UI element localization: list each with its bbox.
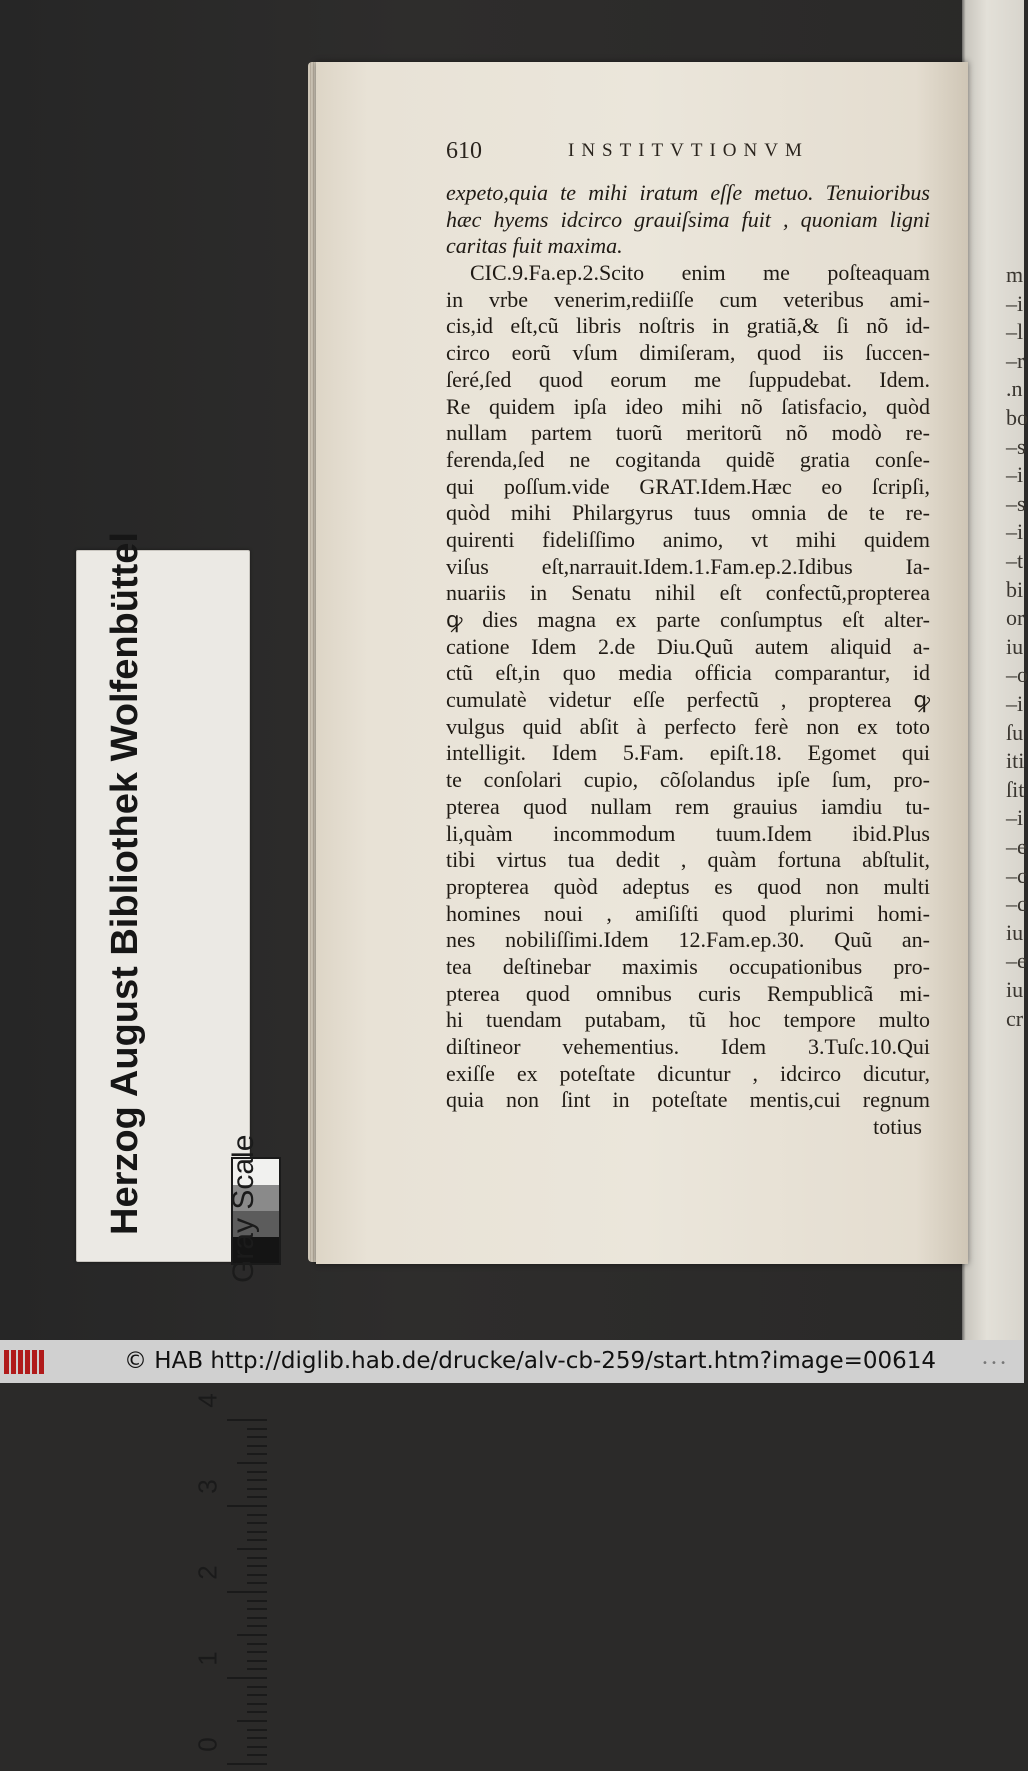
text-line: viſus eſt,narrauit.Idem.1.Fam.ep.2.Idibus Ia- [446,553,930,579]
facing-page-fragment: –o [1006,662,1028,688]
footer-copyright-link[interactable]: © HAB http://diglib.hab.de/drucke/alv-cb-259/start.htm?image=00614 [124,1348,937,1374]
ruler-tick [247,1496,267,1498]
text-line: Re quidem ipſa ideo mihi nõ ſatisfacio, quòd [446,393,930,419]
ruler-tick [247,1582,267,1584]
facing-page-fragment: –i [1006,519,1024,545]
facing-page-fragment: –i [1006,805,1024,831]
facing-page-fragment: –e [1006,948,1027,974]
ruler-tick [247,1737,267,1739]
facing-page-fragment: –i [1006,691,1024,716]
facing-page-fragment: –i [1006,462,1024,488]
facing-page-fragment: m [1006,262,1024,287]
text-line: quirenti fideliſſimo animo, vt mihi quidem [446,526,930,552]
ruler-tick [247,1625,267,1627]
library-name: Herzog August Bibliothek Wolfenbüttel [104,532,146,1235]
ruler-tick [247,1445,267,1447]
facing-page-fragment: –l [1006,319,1024,345]
text-line: quòd mihi Philargyrus tuus omnia de te re- [446,500,930,526]
text-line: intelligit. Idem 5.Fam. epiſt.18. Egomet qui [446,740,930,766]
facing-page-fragment: –t [1006,548,1024,573]
text-line: vulgus quid abſit à perfecto ferè non ex toto [446,713,930,739]
gray-scale-label: Gray Scale [227,1134,260,1283]
facing-page-fragment: –s [1006,433,1026,459]
text-line: cis,id eſt,cũ libris noſtris in gratiã,& ſi nõ id- [446,313,930,339]
text-line: ſeré,ſed quod eorum me ſuppudebat. Idem. [446,366,930,392]
facing-page-fragment: iti [1006,748,1025,774]
facing-page-fragment: –c [1006,862,1027,888]
ruler-number: 3 [192,1479,223,1494]
measurement-scale-card [76,532,260,1752]
text-line: pterea quod omnibus curis Rempublicã mi- [446,980,930,1006]
facing-page-fragment: iu [1006,977,1024,1002]
ruler [227,1421,267,1771]
text-line: cumulatè videtur eſſe perfectũ , propterea ꝙ [446,687,930,713]
text-line: propterea quòd adeptus es quod non multi [446,873,930,899]
ruler-tick [247,1686,267,1688]
ruler-tick [247,1694,267,1696]
ruler-tick [247,1651,267,1653]
footer-dots: • • • [981,1358,1006,1369]
page-text [446,180,930,1141]
text-line: ꝙ dies magna ex parte conſumptus eſt alter- [446,607,930,632]
ruler-tick [247,1617,267,1619]
ruler-tick [247,1711,267,1713]
page-header [446,138,846,168]
facing-page-edge [962,0,1028,1340]
ruler-number: 4 [192,1393,223,1408]
facing-page-fragment: or [1006,605,1025,631]
text-line: pterea quod nullam rem grauius iamdiu tu- [446,793,930,819]
ruler-tick [247,1608,267,1610]
footer-bar [0,1340,1024,1383]
ruler-tick [227,1419,267,1421]
ruler-tick [227,1505,267,1507]
facing-page-fragment: bo [1006,405,1028,430]
text-line: in vrbe venerim,rediiſſe cum veteribus ami- [446,286,930,312]
ruler-tick [247,1453,267,1455]
text-line: hi tuendam putabam, tũ hoc tempore multo [446,1007,930,1033]
text-line: li,quàm incommodum tuum.Idem ibid.Plus [446,820,930,846]
text-line: expeto,quia te mihi iratum eſſe metuo. Tenuioribus [446,180,930,205]
text-line: te conſolari cupio, cõſolandus ipſe ſum, pro- [446,767,930,793]
facing-page-fragment: –c [1006,891,1027,917]
text-line: qui poſſum.vide GRAT.Idem.Hæc eo ſcripſi, [446,473,930,499]
ruler-number: 0 [192,1737,223,1752]
ruler-tick [237,1720,267,1722]
text-line: circo eorũ vſum dimiſeram, quod iis ſuccen- [446,340,930,366]
facing-page-fragment: ſit [1006,776,1025,802]
text-line: ctũ eſt,in quo media officia comparantur, id [446,660,930,686]
ruler-tick [247,1746,267,1748]
ruler-tick [247,1565,267,1567]
text-line: CIC.9.Fa.ep.2.Scito enim me poſteaquam [470,260,930,286]
facing-page-fragment: ſu [1006,719,1024,745]
ruler-tick [247,1557,267,1559]
text-line: catione Idem 2.de Diu.Quũ autem aliquid a- [446,633,930,659]
ruler-tick [247,1522,267,1524]
ruler-tick [247,1754,267,1756]
ruler-tick [227,1591,267,1593]
text-line: ferenda,ſed ne cogitanda quidẽ gratia conſe- [446,446,930,472]
ruler-tick [247,1703,267,1705]
ruler-tick [237,1548,267,1550]
ruler-number: 1 [192,1651,223,1666]
text-line: caritas fuit maxima. [446,233,623,259]
facing-page-fragment: –i [1006,290,1024,316]
ruler-tick [247,1660,267,1662]
running-head: INSTITVTIONVM [568,140,809,161]
text-line: tea deſtinebar maximis occupationibus pro- [446,953,930,979]
facing-page-fragment: cr [1006,1005,1024,1031]
ruler-tick [247,1729,267,1731]
page-number: 610 [446,138,482,164]
ruler-tick [247,1436,267,1438]
ruler-tick [237,1634,267,1636]
facing-page-fragment: –s [1006,490,1026,516]
ruler-tick [247,1600,267,1602]
facing-page-fragment: –e [1006,834,1027,859]
text-line: nuariis in Senatu nihil eſt confectũ,propterea [446,580,930,606]
text-line: nes nobiliſſimi.Idem 12.Fam.ep.30. Quũ an- [446,927,930,953]
ruler-tick [227,1677,267,1679]
ruler-tick [247,1471,267,1473]
ruler-tick [247,1539,267,1541]
ruler-tick [247,1574,267,1576]
ruler-tick [247,1514,267,1516]
ruler-tick [247,1428,267,1430]
ruler-tick [247,1479,267,1481]
facing-page-fragment: –r [1006,347,1025,373]
text-line: homines noui , amiſiſti quod plurimi homi- [446,900,930,926]
ruler-tick [237,1462,267,1464]
text-line: hæc hyems idcirco grauiſsima fuit , quoniam ligni [446,206,930,232]
text-line: tibi virtus tua dedit , quàm fortuna abſtulit, [446,847,930,873]
facing-page-fragment: bi [1006,576,1024,602]
ruler-tick [247,1643,267,1645]
text-line: diſtineor vehementius. Idem 3.Tuſc.10.Qui [446,1034,930,1059]
facing-page-fragment: .n [1006,376,1023,402]
ruler-tick [227,1763,267,1765]
text-line: exiſſe ex poteſtate dicuntur , idcirco dicutur, [446,1060,930,1086]
ruler-tick [247,1668,267,1670]
ruler-number: 2 [192,1565,223,1580]
text-line: totius [873,1114,922,1140]
text-line: quia non ſint in poteſtate mentis,cui regnum [446,1087,930,1113]
hab-logo-icon [4,1350,44,1374]
text-line: nullam partem tuorũ meritorũ nõ modò re- [446,420,930,446]
facing-page-fragment: iu [1006,919,1024,945]
ruler-tick [247,1488,267,1490]
facing-page-fragment: iu [1006,633,1024,659]
ruler-tick [247,1531,267,1533]
